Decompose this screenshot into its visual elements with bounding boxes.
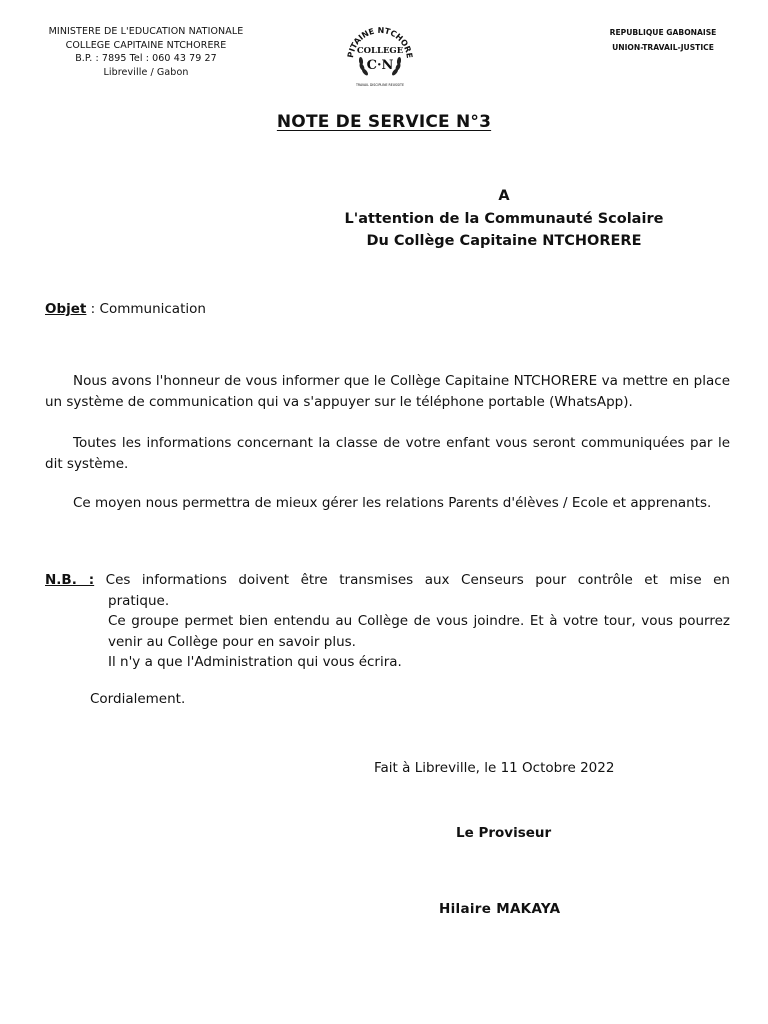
logo-college-text: COLLEGE [356, 46, 404, 56]
nota-bene-label: N.B. : [45, 572, 95, 588]
closing-salutation: Cordialement. [90, 691, 186, 707]
nota-bene-text-3: Il n'y a que l'Administration qui vous écrira. [108, 654, 402, 670]
college-name-line: COLLEGE CAPITAINE NTCHORERE [65, 39, 227, 51]
logo-arc-text: PITAINE NTCHORE [346, 25, 415, 59]
logo-motto: TRAVAIL DISCIPLINE REUSSITE [355, 83, 405, 87]
institution-header [24, 25, 268, 79]
subject-value: Communication [99, 301, 206, 317]
ministry-line: MINISTERE DE L'EDUCATION NATIONALE [48, 26, 244, 37]
school-crest-logo [343, 20, 417, 92]
subject-label: Objet [45, 301, 87, 317]
place-and-date: Fait à Libreville, le 11 Octobre 2022 [374, 760, 615, 776]
nota-bene-text-1: Ces informations doivent être transmises aux Censeurs pour contrôle et mise en [105, 572, 730, 588]
subject-line [45, 301, 206, 317]
addressee-line-3: Du Collège Capitaine NTCHORERE [366, 233, 642, 249]
nota-bene-text-1-cont: pratique. [108, 592, 170, 609]
republic-header [592, 26, 734, 56]
addressee-line-2: L'attention de la Communauté Scolaire [344, 210, 664, 227]
crest-icon [343, 20, 417, 92]
city-line: Libreville / Gabon [103, 66, 189, 78]
logo-monogram: C·N [366, 58, 394, 73]
signatory-title: Le Proviseur [456, 825, 552, 841]
body-paragraph-2: Toutes les informations concernant la classe de votre enfant vous seront communiquées par le dit système. [45, 435, 730, 472]
signatory-name: Hilaire MAKAYA [439, 901, 561, 917]
republic-line: REPUBLIQUE GABONAISE [609, 28, 717, 37]
subject-separator: : [86, 301, 100, 317]
document-title: NOTE DE SERVICE N°3 [276, 112, 492, 132]
addressee-block [300, 185, 708, 253]
nota-bene-first-line [45, 570, 730, 591]
nota-bene-text-2: Ce groupe permet bien entendu au Collège de vous joindre. Et à votre tour, vous pourrez venir au Collège pour en savoir plus. [108, 613, 730, 650]
body-paragraph-1: Nous avons l'honneur de vous informer que le Collège Capitaine NTCHORERE va mettre en place un système de communication qui va s'appuyer sur le téléphone portable (WhatsApp). [45, 373, 730, 410]
addressee-line-1: A [498, 188, 510, 204]
motto-line: UNION-TRAVAIL-JUSTICE [612, 42, 714, 52]
contact-line: B.P. : 7895 Tel : 060 43 79 27 [75, 53, 217, 65]
nota-bene-block [45, 570, 730, 673]
body-paragraph-3: Ce moyen nous permettra de mieux gérer les relations Parents d'élèves / Ecole et apprenants. [73, 495, 712, 511]
